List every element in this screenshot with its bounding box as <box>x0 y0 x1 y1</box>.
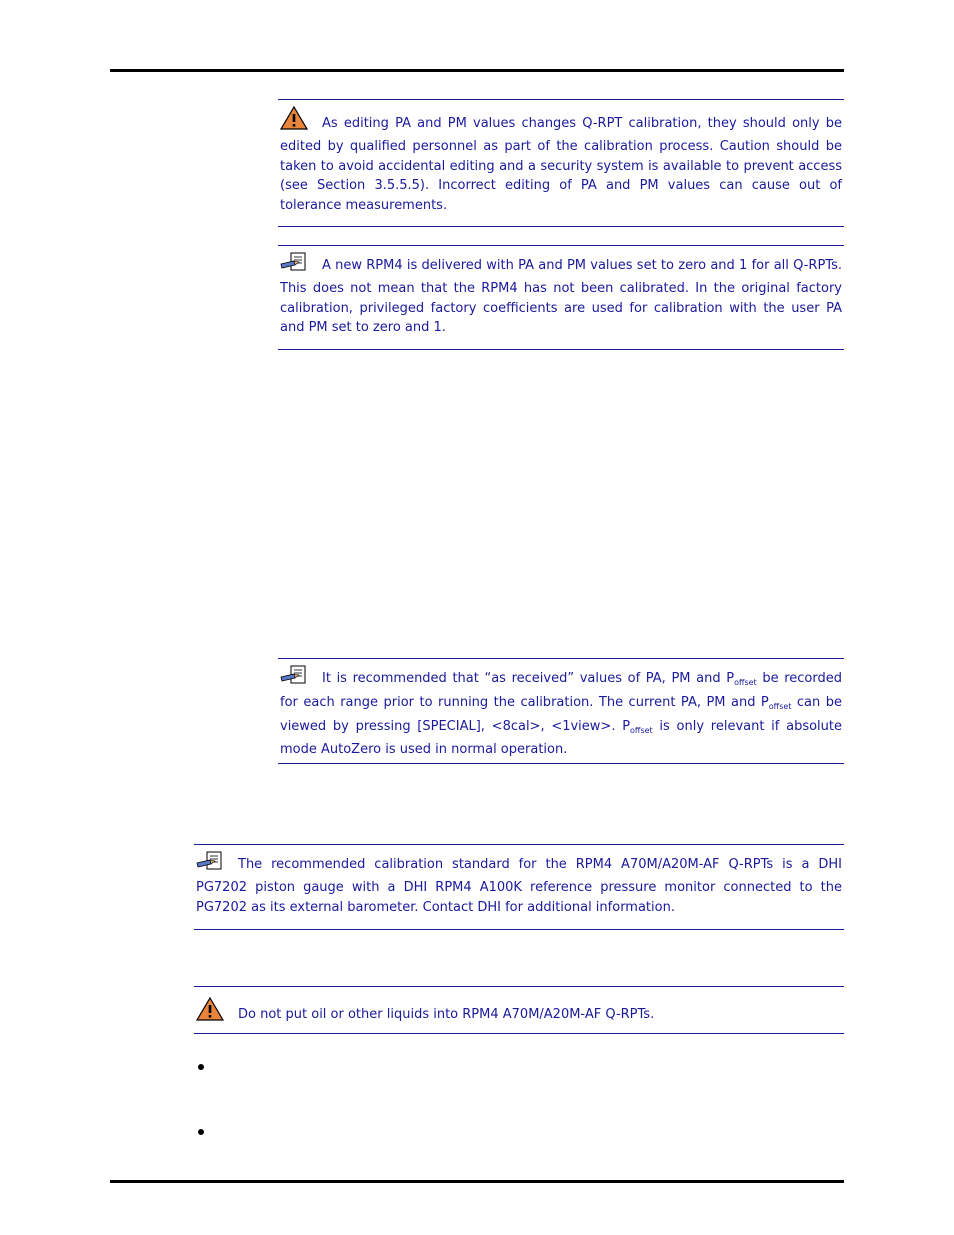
note-paragraph <box>280 106 842 216</box>
note-pencil-icon <box>280 252 308 279</box>
subscript-offset: offset <box>630 725 653 735</box>
note-text: As editing PA and PM values changes Q-RPT calibration, they should only be edited by qualified personnel as part of the calibration process. Caution should be taken to avoid accidental editing and a security system is available to prevent access (see Section 3.5.5.5). Incorrect editing of PA and PM values can cause out of tolerance measurements. <box>280 116 842 214</box>
note-text: is only relevant if absolute mode AutoZero is used in normal operation. <box>280 718 842 758</box>
note-recommended-standard <box>194 844 844 930</box>
note-text: can be viewed by pressing [SPECIAL], <8cal>, <1view>. P <box>280 694 842 734</box>
note-as-received-values <box>278 658 844 764</box>
note-text: A new RPM4 is delivered with PA and PM values set to zero and 1 for all Q-RPTs. This does not mean that the RPM4 has not been calibrated. In the original factory calibration, privileged factory coefficients are used for calibration with the user PA and PM set to zero and 1. <box>280 258 842 336</box>
note-text: The recommended calibration standard for the RPM4 A70M/A20M-AF Q-RPTs is a DHI PG7202 piston gauge with a DHI RPM4 A100K reference pressure monitor connected to the PG7202 as its external barometer. Contact DHI for additional information. <box>196 857 842 915</box>
footer-rule <box>110 1180 844 1183</box>
note-text: It is recommended that “as received” values of PA, PM and P <box>322 671 735 686</box>
subscript-offset: offset <box>768 701 792 711</box>
note-paragraph <box>196 851 842 917</box>
note-text: be recorded for each range prior to running the calibration. The current PA, PM and P <box>280 671 842 710</box>
header-rule <box>110 69 844 72</box>
bullet-marker <box>198 1129 204 1135</box>
bullet-marker <box>198 1064 204 1070</box>
note-paragraph <box>280 252 842 338</box>
caution-icon <box>196 997 224 1028</box>
caution-note-no-liquids <box>194 986 844 1034</box>
caution-note-pa-pm-editing <box>278 99 844 227</box>
subscript-offset: offset <box>734 678 757 687</box>
note-pa-pm-defaults <box>278 245 844 350</box>
note-text: Do not put oil or other liquids into RPM4 A70M/A20M-AF Q-RPTs. <box>238 1007 655 1022</box>
caution-icon <box>280 106 308 137</box>
note-paragraph <box>196 993 842 1028</box>
note-pencil-icon <box>196 851 224 878</box>
note-pencil-icon <box>280 665 308 692</box>
note-paragraph <box>280 665 842 760</box>
